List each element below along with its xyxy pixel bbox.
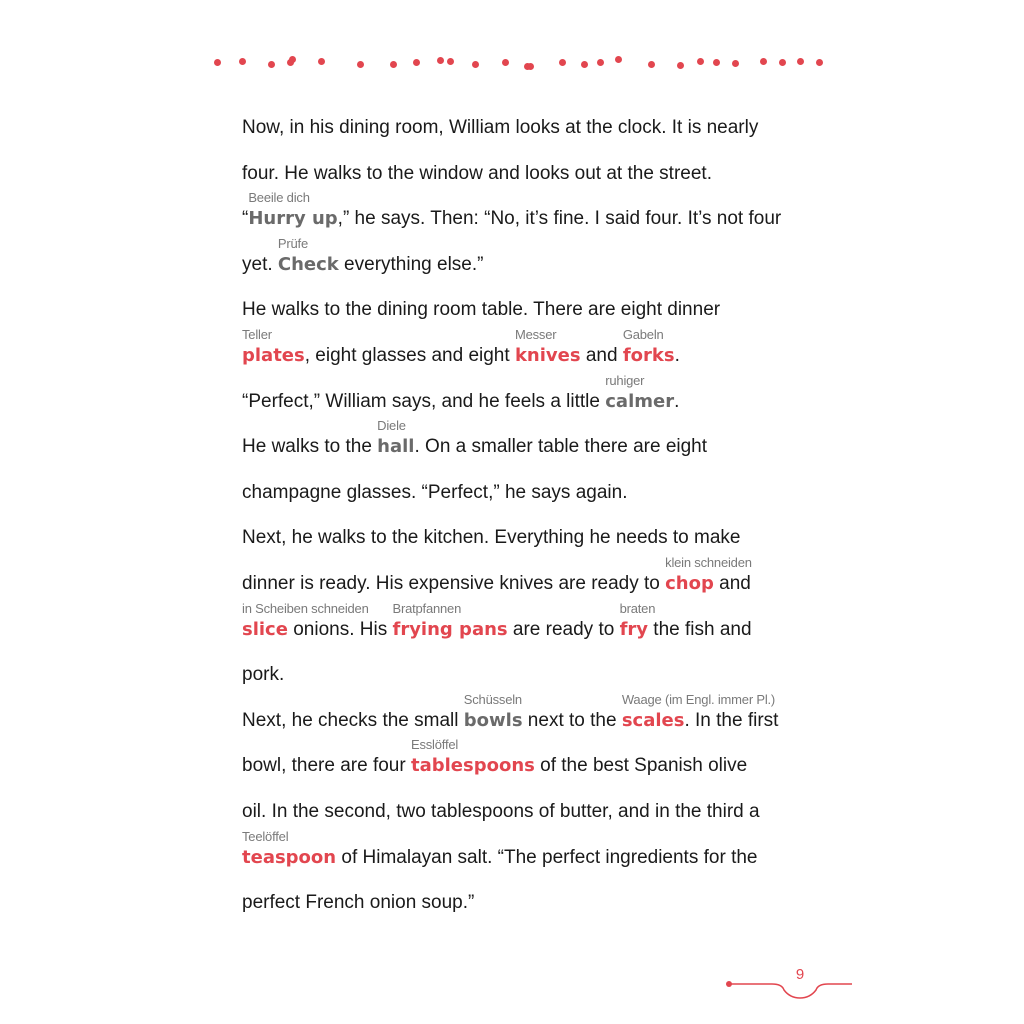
decorative-dot [287,59,294,66]
decorative-dot [413,59,420,66]
gloss-translation: Diele [377,418,406,434]
gloss-translation: Bratpfannen [392,600,462,616]
text-run: four. He walks to the window and looks out at the street. [242,162,712,184]
text-run: pork. [242,664,285,686]
text-run: dinner is ready. His expensive knives are ready to [242,573,666,594]
vocab-word [242,828,337,869]
text-run: He walks to the [242,436,378,458]
text-run: are ready to [507,618,620,640]
decorative-dot [760,58,767,65]
keyword: slice [242,618,288,640]
page-number-ornament [720,970,855,1004]
decorative-dot [697,58,704,65]
text-run: next to the [522,709,622,731]
vocab-word [277,235,339,276]
decorative-dot [390,61,397,68]
keyword: Hurry up [248,208,338,230]
text-run: . [674,345,680,366]
gloss-translation: Waage (im Engl. immer Pl.) [621,691,776,707]
decorative-dot [318,58,325,65]
decorative-dot [648,61,655,68]
decorative-dot [437,57,444,64]
keyword: hall [377,436,415,458]
text-line [242,235,484,276]
decorative-dot [677,62,684,69]
decorative-dot [472,61,479,68]
vocab-word [463,691,523,732]
keyword: plates [242,345,305,366]
text-line [242,737,748,777]
decorative-dot [357,61,364,68]
gloss-translation: Prüfe [277,235,308,251]
gloss-translation: braten [619,600,656,616]
vocab-word [410,737,535,777]
text-line [242,190,782,230]
text-line [242,482,627,504]
keyword: tablespoons [410,755,535,777]
decorative-dot [502,59,509,66]
text-run: perfect French onion soup.” [242,892,475,914]
text-line [242,801,760,823]
vocab-word [605,372,675,413]
decorative-dot [597,59,604,66]
keyword: scales [621,709,685,731]
text-run: “Perfect,” William says, and he feels a little [242,390,606,412]
text-line [242,892,474,914]
decorative-dot [713,59,720,66]
vocab-word [392,600,508,641]
text-run: oil. In the second, two tablespoons of butter, and in the third a [242,801,760,822]
text-run: . In the first [684,709,779,731]
text-run: and [713,573,751,594]
gloss-translation: Schüsseln [463,691,522,707]
decorative-dot [268,61,275,68]
keyword: fry [619,618,649,640]
text-run: Next, he walks to the kitchen. Everything he needs to make [242,527,741,549]
text-line [242,299,720,321]
gloss-translation: Beeile dich [248,190,310,206]
gloss-translation: ruhiger [605,372,645,388]
text-run: “ [242,208,249,230]
vocab-word [377,418,415,458]
keyword: Check [277,253,339,275]
keyword: forks [622,345,675,366]
text-line [242,163,712,185]
vocab-word [248,190,338,230]
gloss-translation: Esslöffel [410,737,459,753]
text-line [242,418,708,458]
text-run: the fish and [648,618,752,640]
keyword: teaspoon [242,846,337,868]
decorative-dot [816,59,823,66]
text-line [242,828,758,869]
decorative-dot [615,56,622,63]
text-line [242,664,284,686]
text-line [242,691,779,732]
gloss-translation: Messer [514,327,557,342]
text-run: of Himalayan salt. “The perfect ingredients for the [336,846,758,868]
decorative-dot-row [0,0,1024,90]
text-line [242,327,680,367]
text-run: and [580,345,623,366]
keyword: knives [514,345,581,366]
gloss-translation: Gabeln [622,327,664,342]
text-run: bowl, there are four [242,755,411,777]
gloss-translation: Teelöffel [242,828,289,844]
vocab-word [622,327,675,367]
keyword: calmer [605,390,675,412]
decorative-dot [447,58,454,65]
text-run: He walks to the dining room table. There are eight dinner [242,299,721,321]
vocab-word [514,327,581,367]
text-line [242,527,741,549]
decorative-dot [779,59,786,66]
decorative-dot [797,58,804,65]
gloss-translation: klein schneiden [665,555,752,570]
vocab-word [619,600,656,641]
keyword: chop [665,573,714,594]
text-run: yet. [242,253,278,275]
text-run: . [674,390,680,412]
text-run: of the best Spanish olive [534,755,748,777]
text-run: onions. His [287,618,393,640]
text-run: ,” he says. Then: “No, it’s fine. I said four. It’s not four [337,208,782,230]
gloss-translation: in Scheiben schneiden [242,600,369,616]
text-line [242,117,758,139]
text-line [242,372,680,413]
gloss-translation: Teller [242,327,272,342]
text-line [242,555,752,595]
page-number: 9 [795,966,805,983]
decorative-dot [732,60,739,67]
decorative-dot [559,59,566,66]
vocab-word [242,327,305,367]
decorative-dot [239,58,246,65]
text-run: Now, in his dining room, William looks at the clock. It is nearly [242,117,759,138]
text-run: everything else.” [338,253,484,275]
decorative-dot [581,61,588,68]
text-run: champagne glasses. “Perfect,” he says again. [242,481,628,503]
keyword: bowls [463,709,523,731]
text-run: Next, he checks the small [242,709,464,731]
text-run: , eight glasses and eight [304,345,515,366]
text-line [242,600,752,641]
decorative-dot [214,59,221,66]
text-run: . On a smaller table there are eight [414,436,708,458]
decorative-dot [527,63,534,70]
keyword: frying pans [392,618,508,640]
